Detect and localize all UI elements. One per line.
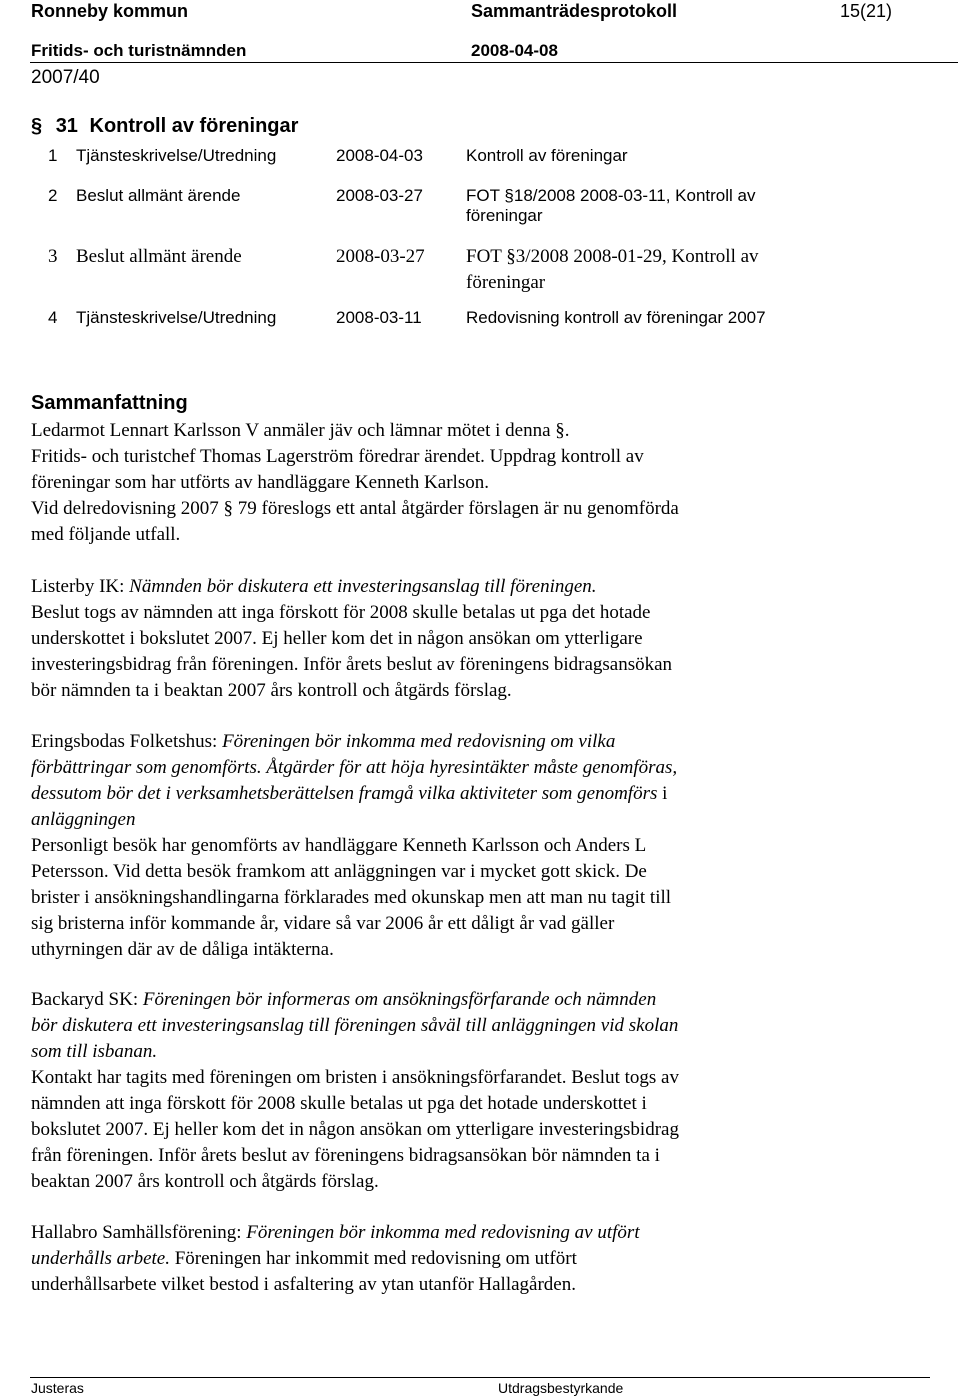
document-description: Kontroll av föreningar — [466, 146, 628, 165]
proposal-text: anläggningen — [31, 809, 136, 830]
eringsboda-proposal-line — [31, 729, 677, 755]
body-line: sig bristerna inför kommande år, vidare så var 2006 år ett dåligt år vad gäller — [31, 913, 615, 934]
document-row — [0, 308, 960, 330]
summary-body — [31, 418, 679, 548]
document-type-label: Beslut allmänt ärende — [76, 246, 242, 267]
proposal-text: Nämnden bör diskutera ett investeringsanslag till föreningen. — [129, 576, 597, 597]
listerby-section — [31, 574, 672, 704]
proposal-line — [31, 807, 677, 833]
document-description: Redovisning kontroll av föreningar 2007 — [466, 308, 766, 327]
body-line: underhållsarbete vilket bestod i asfaltering av ytan utanför Hallagården. — [31, 1274, 576, 1295]
body-line: från föreningen. Inför årets beslut av föreningens bidragsansökan bör nämnden ta i — [31, 1145, 660, 1166]
document-number: 4 — [48, 308, 58, 327]
body-line: bokslutet 2007. Ej heller kom det in någon ansökan om ytterligare investeringsbidrag — [31, 1119, 679, 1140]
body-line: Kontakt har tagits med föreningen om bristen i ansökningsförfarandet. Beslut togs av — [31, 1067, 679, 1088]
proposal-text: underhålls arbete. — [31, 1248, 170, 1269]
summary-line: med följande utfall. — [31, 524, 181, 545]
backaryd-section — [31, 987, 679, 1195]
eringsboda-section — [31, 729, 677, 963]
document-date: 2008-03-11 — [336, 308, 422, 327]
committee-name: Fritids- och turistnämnden — [31, 41, 247, 60]
summary-line: Vid delredovisning 2007 § 79 föreslogs ett antal åtgärder förslagen är nu genomförda — [31, 498, 679, 519]
body-line: underskottet i bokslutet 2007. Ej heller kom det in någon ansökan om ytterligare — [31, 628, 643, 649]
body-line: uthyrningen där av de dåliga intäkterna. — [31, 939, 334, 960]
association-name: Hallabro Samhällsförening: — [31, 1222, 242, 1243]
hallabro-proposal-line — [31, 1220, 640, 1246]
summary-heading: Sammanfattning — [31, 392, 188, 414]
body-line: beaktan 2007 års kontroll och åtgärds förslag. — [31, 1171, 379, 1192]
backaryd-proposal-line — [31, 987, 679, 1013]
document-row — [0, 186, 960, 234]
proposal-text: Föreningen bör inkomma med redovisning av utfört — [246, 1222, 640, 1243]
document-type: Sammanträdesprotokoll — [471, 1, 678, 21]
proposal-text: Föreningen bör inkomma med redovisning om vilka — [222, 731, 616, 752]
body-line: nämnden att inga förskott för 2008 skulle betalas ut pga det hotade underskottet i — [31, 1093, 647, 1114]
document-number: 1 — [48, 146, 58, 165]
document-description: FOT §18/2008 2008-03-11, Kontroll av — [466, 186, 756, 205]
body-line: bör nämnden ta i beaktan 2007 års kontroll och åtgärds förslag. — [31, 680, 512, 701]
document-number: 3 — [48, 246, 58, 267]
proposal-text: som till isbanan. — [31, 1041, 158, 1062]
hallabro-section — [31, 1220, 640, 1298]
document-type-label: Beslut allmänt ärende — [76, 186, 241, 205]
footer-utdragsbestyrkande: Utdragsbestyrkande — [498, 1380, 624, 1396]
summary-line: Fritids- och turistchef Thomas Lagerström föredrar ärendet. Uppdrag kontroll av — [31, 446, 644, 467]
document-description: FOT §3/2008 2008-01-29, Kontroll av — [466, 246, 759, 267]
body-line: brister i ansökningshandlingarna förklarades med okunskap men att man nu tagit till — [31, 887, 672, 908]
body-line: Personligt besök har genomförts av handläggare Kenneth Karlsson och Anders L — [31, 835, 647, 856]
listerby-proposal-line — [31, 574, 672, 600]
document-date: 2008-03-27 — [336, 246, 425, 267]
proposal-text: förbättringar som genomförts. Åtgärder för att höja hyresintäkter måste genomföras, — [31, 757, 678, 778]
document-description-cont: föreningar — [466, 272, 546, 293]
proposal-text: Föreningen bör informeras om ansökningsförfarande och nämnden — [142, 989, 657, 1010]
association-name: Backaryd SK: — [31, 989, 139, 1010]
summary-line: föreningar som har utförts av handläggare Kenneth Karlson. — [31, 472, 489, 493]
proposal-line — [31, 781, 677, 807]
document-row — [0, 146, 960, 168]
document-date: 2008-04-03 — [336, 146, 423, 165]
section-mark: § — [31, 115, 43, 137]
proposal-line — [31, 755, 677, 781]
document-number: 2 — [48, 186, 58, 205]
association-name: Listerby IK: — [31, 576, 125, 597]
association-name: Eringsbodas Folketshus: — [31, 731, 218, 752]
page-number: 15(21) — [840, 1, 893, 21]
footer-justeras: Justeras — [31, 1380, 84, 1396]
proposal-text: dessutom bör det i verksamhetsberättelsen framgå vilka aktiviteter som genomförs — [31, 783, 658, 804]
document-date: 2008-03-27 — [336, 186, 423, 205]
case-number: 2007/40 — [31, 67, 100, 88]
section-heading: Kontroll av föreningar — [89, 115, 299, 137]
body-line: investeringsbidrag från föreningen. Inför årets beslut av föreningens bidragsansökan — [31, 654, 673, 675]
header-rule — [30, 62, 958, 63]
proposal-line — [31, 1246, 640, 1272]
section-title — [31, 115, 298, 138]
paragraph-number: 31 — [55, 115, 78, 137]
municipality-name: Ronneby kommun — [31, 1, 189, 21]
document-description-cont: föreningar — [466, 206, 543, 225]
summary-line: Ledarmot Lennart Karlsson V anmäler jäv och lämnar mötet i denna §. — [31, 420, 570, 441]
document-type-label: Tjänsteskrivelse/Utredning — [76, 308, 277, 327]
proposal-text: bör diskutera ett investeringsanslag till föreningen såväl till anläggningen vid skolan — [31, 1015, 679, 1036]
document-row — [0, 246, 960, 296]
footer-rule — [30, 1377, 930, 1378]
body-line: Beslut togs av nämnden att inga förskott för 2008 skulle betalas ut pga det hotade — [31, 602, 651, 623]
document-type-label: Tjänsteskrivelse/Utredning — [76, 146, 277, 165]
body-line: Petersson. Vid detta besök framkom att anläggningen var i mycket gott skick. De — [31, 861, 647, 882]
meeting-date: 2008-04-08 — [471, 41, 558, 60]
proposal-text-tail: i — [657, 783, 668, 804]
proposal-line — [31, 1039, 679, 1065]
body-text-tail: Föreningen har inkommit med redovisning om utfört — [169, 1248, 577, 1269]
proposal-line — [31, 1013, 679, 1039]
